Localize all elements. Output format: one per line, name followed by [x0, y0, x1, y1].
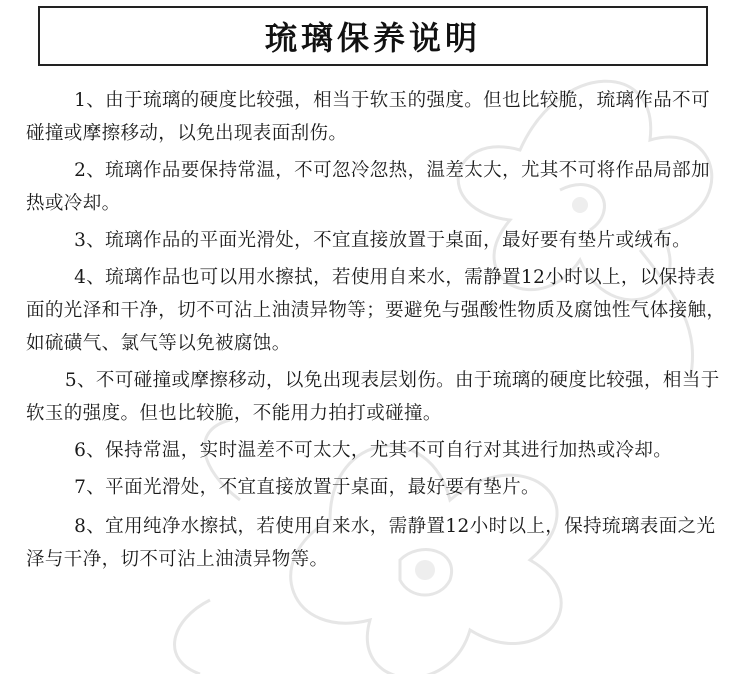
instruction-paragraph-8: 8、宜用纯净水擦拭，若使用自来水，需静置12小时以上，保持琉璃表面之光泽与干净，切不可沾上油渍异物等。 — [26, 516, 716, 570]
instruction-paragraph-3: 3、琉璃作品的平面光滑处，不宜直接放置于桌面，最好要有垫片或绒布。 — [74, 230, 692, 251]
instruction-paragraph-2: 2、琉璃作品要保持常温，不可忽冷忽热，温差太大，尤其不可将作品局部加热或冷却。 — [26, 160, 710, 214]
instruction-paragraph-6: 6、保持常温，实时温差不可太大，尤其不可自行对其进行加热或冷却。 — [74, 440, 673, 461]
instruction-paragraph-5: 5、不可碰撞或摩擦移动，以免出现表层划伤。由于琉璃的硬度比较强，相当于软玉的强度。但也比较脆，不能用力拍打或碰撞。 — [26, 370, 720, 424]
care-instructions — [26, 84, 728, 576]
title-box — [38, 6, 708, 66]
page-title: 琉璃保养说明 — [264, 19, 481, 57]
instruction-paragraph-7: 7、平面光滑处，不宜直接放置于桌面，最好要有垫片。 — [74, 477, 540, 498]
instruction-paragraph-1: 1、由于琉璃的硬度比较强，相当于软玉的强度。但也比较脆，琉璃作品不可碰撞或摩擦移动，以免出现表面刮伤。 — [26, 90, 710, 144]
instruction-paragraph-4: 4、琉璃作品也可以用水擦拭，若使用自来水，需静置12小时以上，以保持表面的光泽和干净，切不可沾上油渍异物等；要避免与强酸性物质及腐蚀性气体接触，如硫磺气、氯气等以免被腐蚀。 — [26, 267, 726, 354]
